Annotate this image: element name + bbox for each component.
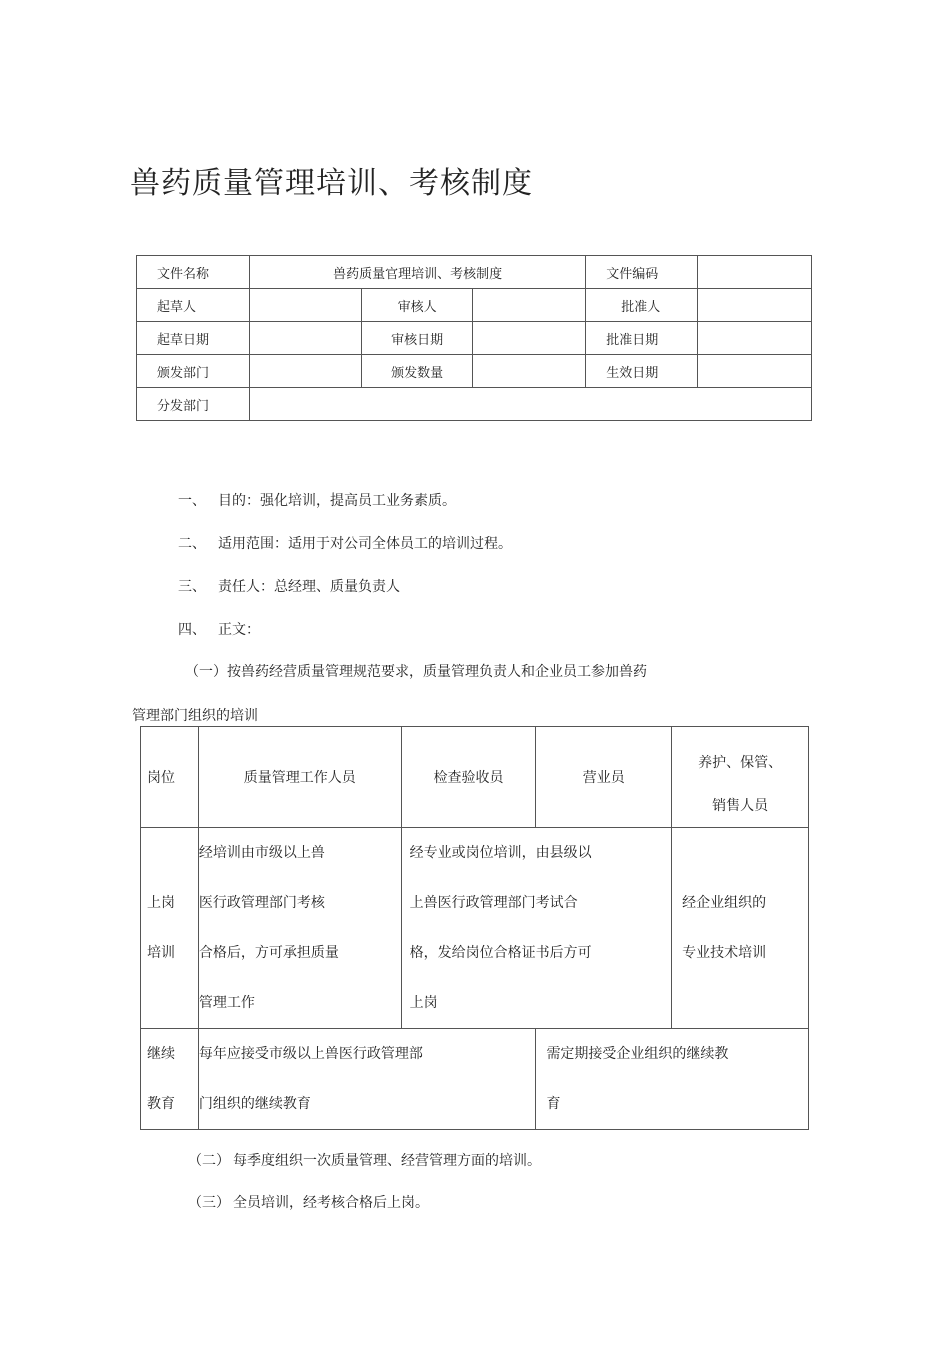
subsection-2 <box>188 1150 541 1170</box>
cell-line: 需定期接受企业组织的继续教 <box>546 1046 729 1062</box>
effective-date-value <box>698 355 812 388</box>
subsection-text: 每季度组织一次质量管理、经营管理方面的培训。 <box>233 1153 541 1169</box>
header-quality-staff: 质量管理工作人员 <box>198 727 401 828</box>
file-name-value: 兽药质量官理培训、考核制度 <box>249 256 585 289</box>
continuing-label-line-2: 教育 <box>147 1096 175 1112</box>
header-care-line-2: 销售人员 <box>712 798 769 814</box>
draft-date-value <box>249 322 361 355</box>
review-date-label: 审核日期 <box>361 322 473 355</box>
header-inspector: 检查验收员 <box>401 727 536 828</box>
drafter-value <box>249 289 361 322</box>
header-care-line-1: 养护、保管、 <box>698 755 783 771</box>
training-table <box>140 726 809 1130</box>
section-1 <box>178 490 456 510</box>
subsection-number: （二） <box>188 1153 230 1169</box>
cell-line: 医行政管理部门考核 <box>198 895 325 911</box>
reviewer-label: 审核人 <box>361 289 473 322</box>
onboarding-care-cell <box>672 828 809 1029</box>
section-number: 一、 <box>178 493 206 509</box>
issue-dept-value <box>249 355 361 388</box>
onboarding-quality-cell <box>198 828 401 1029</box>
continuing-label-line-1: 继续 <box>147 1046 175 1062</box>
header-post: 岗位 <box>141 727 199 828</box>
cell-line: 门组织的继续教育 <box>198 1096 311 1112</box>
cell-line: 管理工作 <box>198 995 255 1011</box>
approver-label: 批准人 <box>586 289 698 322</box>
page-title: 兽药质量管理培训、考核制度 <box>130 166 533 201</box>
section-4 <box>178 619 260 639</box>
file-code-label: 文件编码 <box>586 256 698 289</box>
file-name-label: 文件名称 <box>137 256 250 289</box>
row-continuing-label <box>141 1029 199 1130</box>
issue-qty-label: 颁发数量 <box>361 355 473 388</box>
cell-line: 合格后，方可承担质量 <box>198 945 339 961</box>
issue-qty-value <box>473 355 586 388</box>
dist-dept-value <box>249 388 811 421</box>
section-number: 三、 <box>178 579 206 595</box>
approver-value <box>698 289 812 322</box>
subsection-number: （三） <box>188 1195 230 1211</box>
section-text: 目的：强化培训，提高员工业务素质。 <box>218 493 456 509</box>
cell-line: 上岗 <box>409 995 438 1011</box>
section-text: 适用范围：适用于对公司全体员工的培训过程。 <box>218 536 512 552</box>
cell-line: 上兽医行政管理部门考试合 <box>409 895 578 911</box>
onboarding-label-line-2: 培训 <box>147 945 175 961</box>
approve-date-value <box>698 322 812 355</box>
cell-line: 育 <box>546 1096 561 1112</box>
section-number: 四、 <box>178 622 206 638</box>
section-3 <box>178 576 400 596</box>
subsection-1: （一）按兽药经营质量管理规范要求，质量管理负责人和企业员工参加兽药 <box>185 664 647 680</box>
cell-line: 专业技术培训 <box>682 945 767 961</box>
cell-line: 格，发给岗位合格证书后方可 <box>409 945 592 961</box>
section-number: 二、 <box>178 536 206 552</box>
cell-line: 经专业或岗位培训，由县级以 <box>409 845 592 861</box>
cell-line: 经培训由市级以上兽 <box>198 845 325 861</box>
continuing-right-cell <box>536 1029 809 1130</box>
review-date-value <box>473 322 586 355</box>
onboarding-inspect-sales-cell <box>401 828 672 1029</box>
header-sales: 营业员 <box>536 727 672 828</box>
onboarding-label-line-1: 上岗 <box>147 895 175 911</box>
approve-date-label: 批准日期 <box>586 322 698 355</box>
drafter-label: 起草人 <box>137 289 250 322</box>
section-text: 责任人：总经理、质量负责人 <box>218 579 400 595</box>
cell-line: 经企业组织的 <box>682 895 767 911</box>
document-info-table <box>136 255 812 421</box>
subsection-1-continued: 管理部门组织的培训 <box>132 708 258 724</box>
row-onboarding-label <box>141 828 199 1029</box>
dist-dept-label: 分发部门 <box>137 388 250 421</box>
reviewer-value <box>473 289 586 322</box>
file-code-value <box>698 256 812 289</box>
continuing-left-cell <box>198 1029 536 1130</box>
subsection-text: 全员培训，经考核合格后上岗。 <box>233 1195 429 1211</box>
header-care-staff <box>672 727 809 828</box>
section-text: 正文： <box>218 622 260 638</box>
section-2 <box>178 533 512 553</box>
subsection-3 <box>188 1192 429 1212</box>
issue-dept-label: 颁发部门 <box>137 355 250 388</box>
draft-date-label: 起草日期 <box>137 322 250 355</box>
effective-date-label: 生效日期 <box>586 355 698 388</box>
cell-line: 每年应接受市级以上兽医行政管理部 <box>198 1046 423 1062</box>
